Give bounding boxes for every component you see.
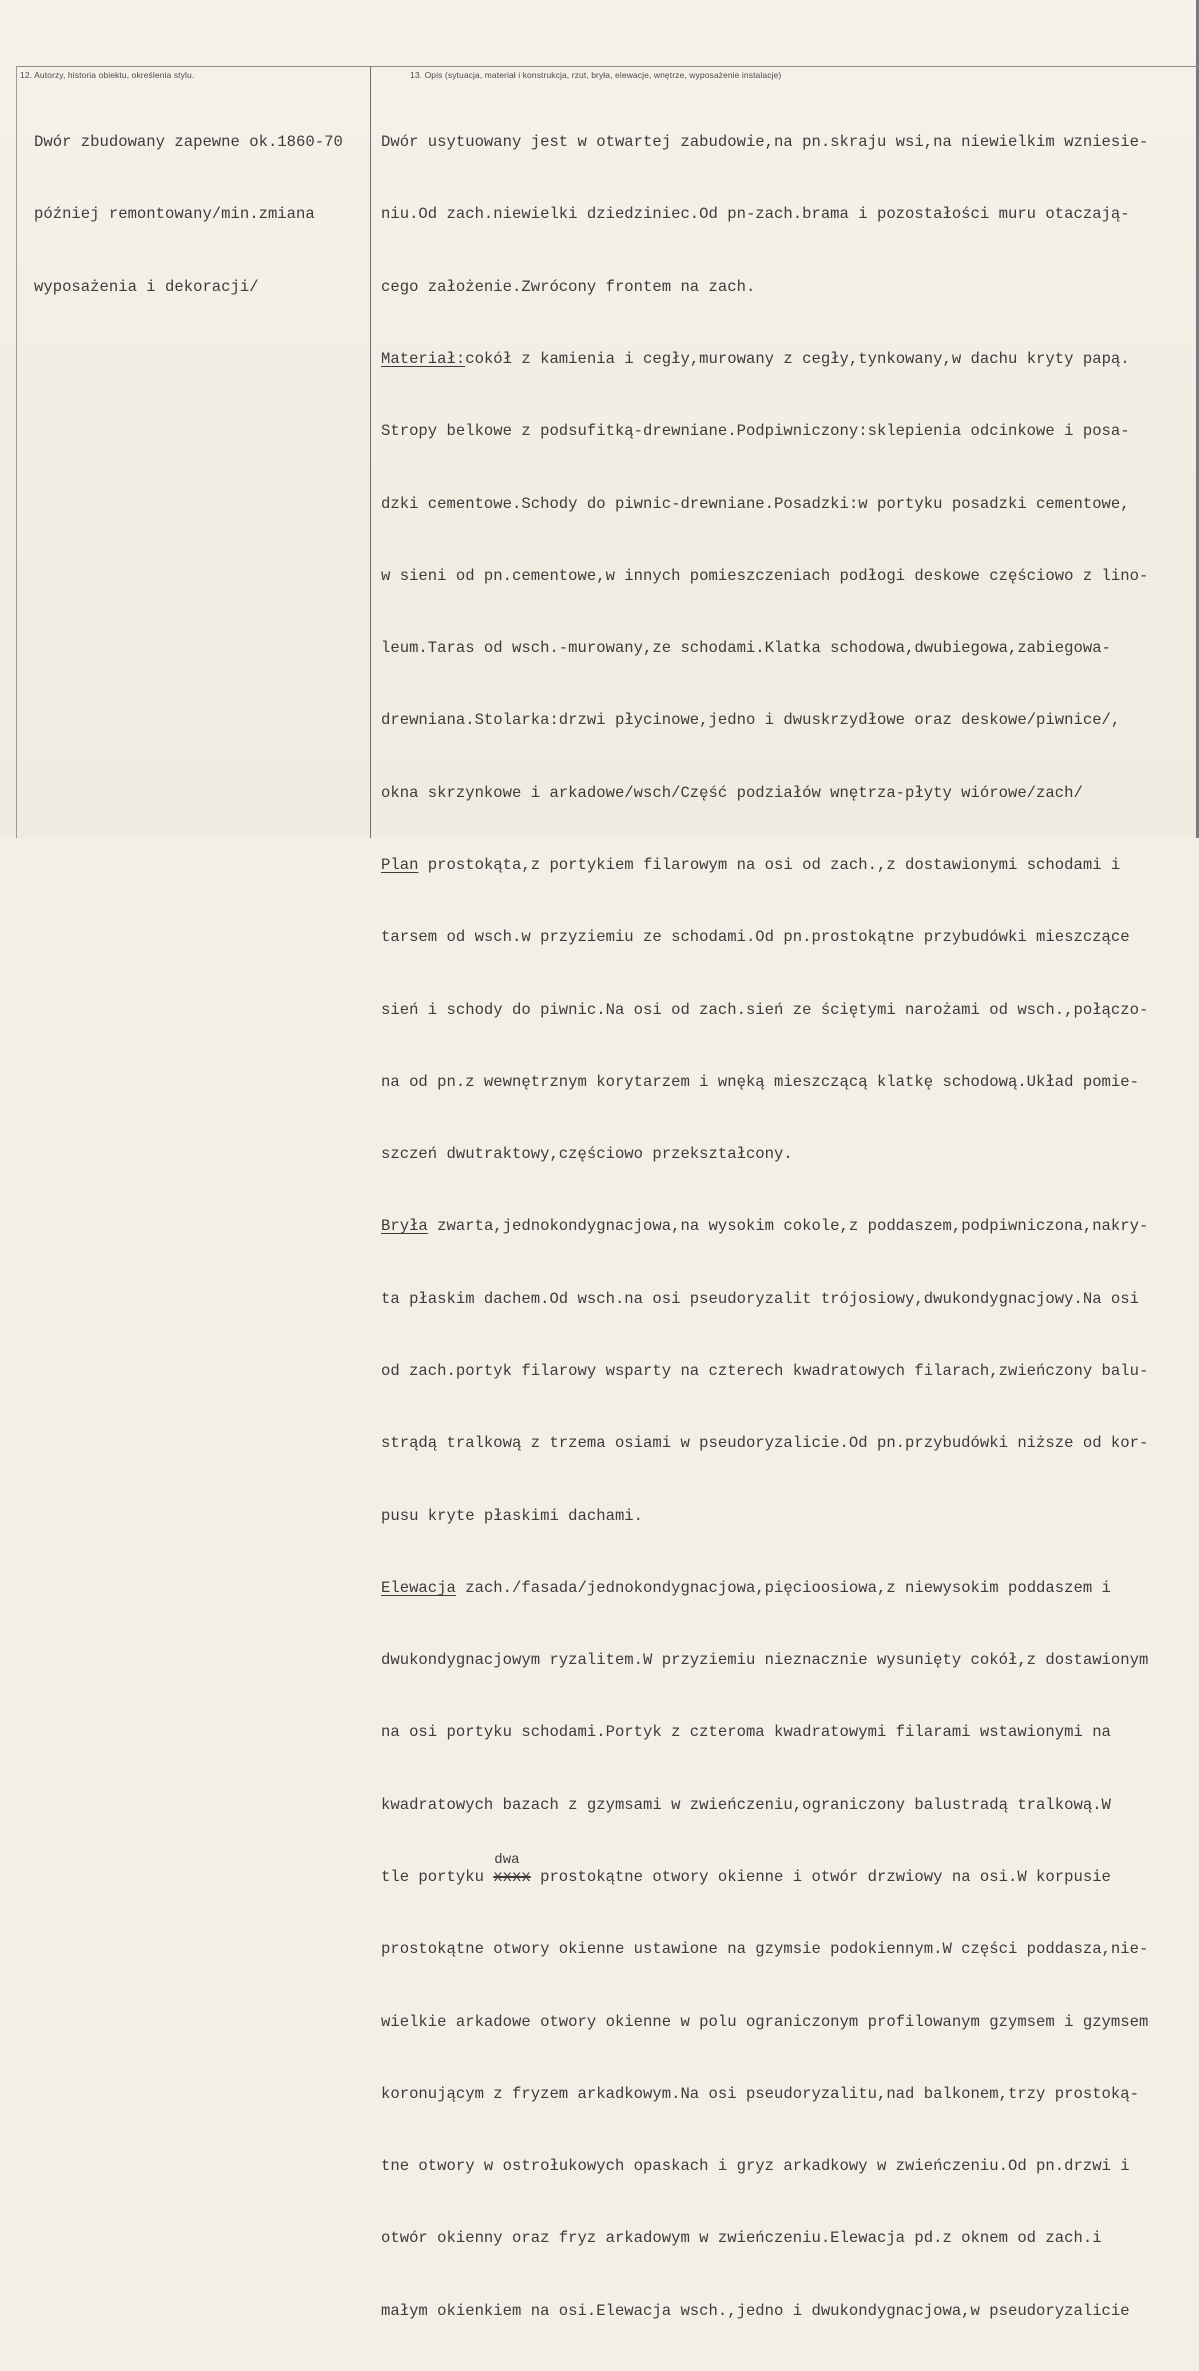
typed-line: kwadratowych bazach z gzymsami w zwieńczeniu,ograniczony balustradą tralkową.W [381,1795,1111,1814]
typed-line: prostokątne otwory okienne ustawione na gzymsie podokiennym.W części poddasza,nie- [381,1940,1149,1959]
typed-line: na osi portyku schodami.Portyk z czteroma kwadratowymi filarami wstawionymi na [381,1723,1111,1742]
typed-text: zwarta,jednokondygnacjowa,na wysokim cokole,z poddaszem,podpiwniczona,nakry- [427,1217,1149,1236]
typed-line: strądą tralkową z trzema osiami w pseudoryzalicie.Od pn.przybudówki niższe od kor- [381,1434,1149,1453]
field-13-text [381,82,1148,2371]
section-heading-elewacja: Elewacja [381,1578,456,1597]
typed-line: pusu kryte płaskimi dachami. [381,1506,644,1525]
section-heading-plan: Plan [381,856,419,874]
typed-line [381,1576,1148,1600]
typed-line [381,347,1148,371]
typed-line: otwór okienny oraz fryz arkadowym w zwieńczeniu.Elewacja pd.z oknem od zach.i [381,2229,1102,2248]
typed-line: w sieni od pn.cementowe,w innych pomieszczeniach podłogi deskowe częściowo z lino- [381,566,1149,585]
typed-text: prostokątne otwory okienne i otwór drzwiowy na osi.W korpusie [530,1867,1111,1886]
typed-line: od zach.portyk filarowy wsparty na czterech kwadratowych filarach,zwieńczony balu- [381,1361,1149,1380]
typed-line: dzki cementowe.Schody do piwnic-drewniane.Posadzki:w portyku posadzki cementowe, [381,494,1130,513]
typed-line: leum.Taras od wsch.-murowany,ze schodami.Klatka schodowa,dwubiegowa,zabiegowa- [381,639,1111,658]
typed-line: tarsem od wsch.w przyziemiu ze schodami.Od pn.prostokątne przybudówki mieszczące [381,928,1130,947]
typed-line: cego założenie.Zwrócony frontem na zach. [381,277,756,296]
correction [493,1851,531,1889]
typed-line: niu.Od zach.niewielki dziedziniec.Od pn-zach.brama i pozostałości muru otaczają- [381,205,1130,224]
struck-text: xxxx [493,1867,531,1886]
typed-line: Dwór zbudowany zapewne ok.1860-70 [34,133,343,152]
typed-line: sień i schody do piwnic.Na osi od zach.sień ze ściętymi narożami od wsch.,połączo- [381,1000,1149,1019]
typed-line: szczeń dwutraktowy,częściowo przekształcony. [381,1145,793,1164]
typed-text: prostokąta,z portykiem filarowym na osi od zach.,z dostawionymi schodami i [418,856,1121,874]
section-heading-bryla: Bryła [381,1217,428,1236]
typed-line: okna skrzynkowe i arkadowe/wsch/Część podziałów wnętrza-płyty wiórowe/zach/ [381,783,1083,802]
typed-line: małym okienkiem na osi.Elewacja wsch.,jedno i dwukondygnacjowa,w pseudoryzalicie [381,2301,1130,2320]
section-heading-material: Materiał: [381,350,466,369]
typed-line: ta płaskim dachem.Od wsch.na osi pseudoryzalit trójosiowy,dwukondygnacjowy.Na osi [381,1289,1139,1308]
typed-line: Stropy belkowe z podsufitką-drewniane.Podpiwniczony:sklepienia odcinkowe i posa- [381,422,1130,441]
field-12-label: 12. Autorzy, historia obiektu, określenia stylu. [20,70,195,80]
typed-line: drewniana.Stolarka:drzwi płycinowe,jedno i dwuskrzydłowe oraz deskowe/piwnice/, [381,711,1121,730]
column-divider [370,66,371,838]
typed-line: tne otwory w ostrołukowych opaskach i gryz arkadkowy w zwieńczeniu.Od pn.drzwi i [381,2157,1130,2176]
field-12-text [34,82,343,347]
typed-line: dwukondygnacjowym ryzalitem.W przyziemiu nieznacznie wysunięty cokół,z dostawionym [381,1651,1149,1670]
typed-text: tle portyku [381,1867,494,1886]
typed-line [381,1214,1148,1238]
typed-line: wielkie arkadowe otwory okienne w polu ograniczonym profilowanym gzymsem i gzymsem [381,2012,1149,2031]
typed-line: wyposażenia i dekoracji/ [34,277,259,296]
typed-line: później remontowany/min.zmiana [34,205,315,224]
correction-insert: dwa [494,1851,520,1868]
typed-line: koronującym z fryzem arkadkowym.Na osi pseudoryzalitu,nad balkonem,trzy prostoką- [381,2084,1139,2103]
form-header-rule [16,66,1199,67]
form-left-rule [16,66,17,838]
typed-line: na od pn.z wewnętrznym korytarzem i wnęką mieszczącą klatkę schodową.Układ pomie- [381,1072,1139,1091]
typed-line [381,853,1148,877]
field-13-label: 13. Opis (sytuacja, materiał i konstrukcja, rzut, bryła, elewacje, wnętrze, wyposażenie instalacje) [410,70,782,80]
typed-line [381,1851,1148,1889]
typed-line: Dwór usytuowany jest w otwartej zabudowie,na pn.skraju wsi,na niewielkim wzniesie- [381,133,1149,152]
typed-text: cokół z kamienia i cegły,murowany z cegły,tynkowany,w dachu kryty papą. [465,350,1130,369]
typed-text: zach./fasada/jednokondygnacjowa,pięcioosiowa,z niewysokim poddaszem i [455,1578,1111,1597]
